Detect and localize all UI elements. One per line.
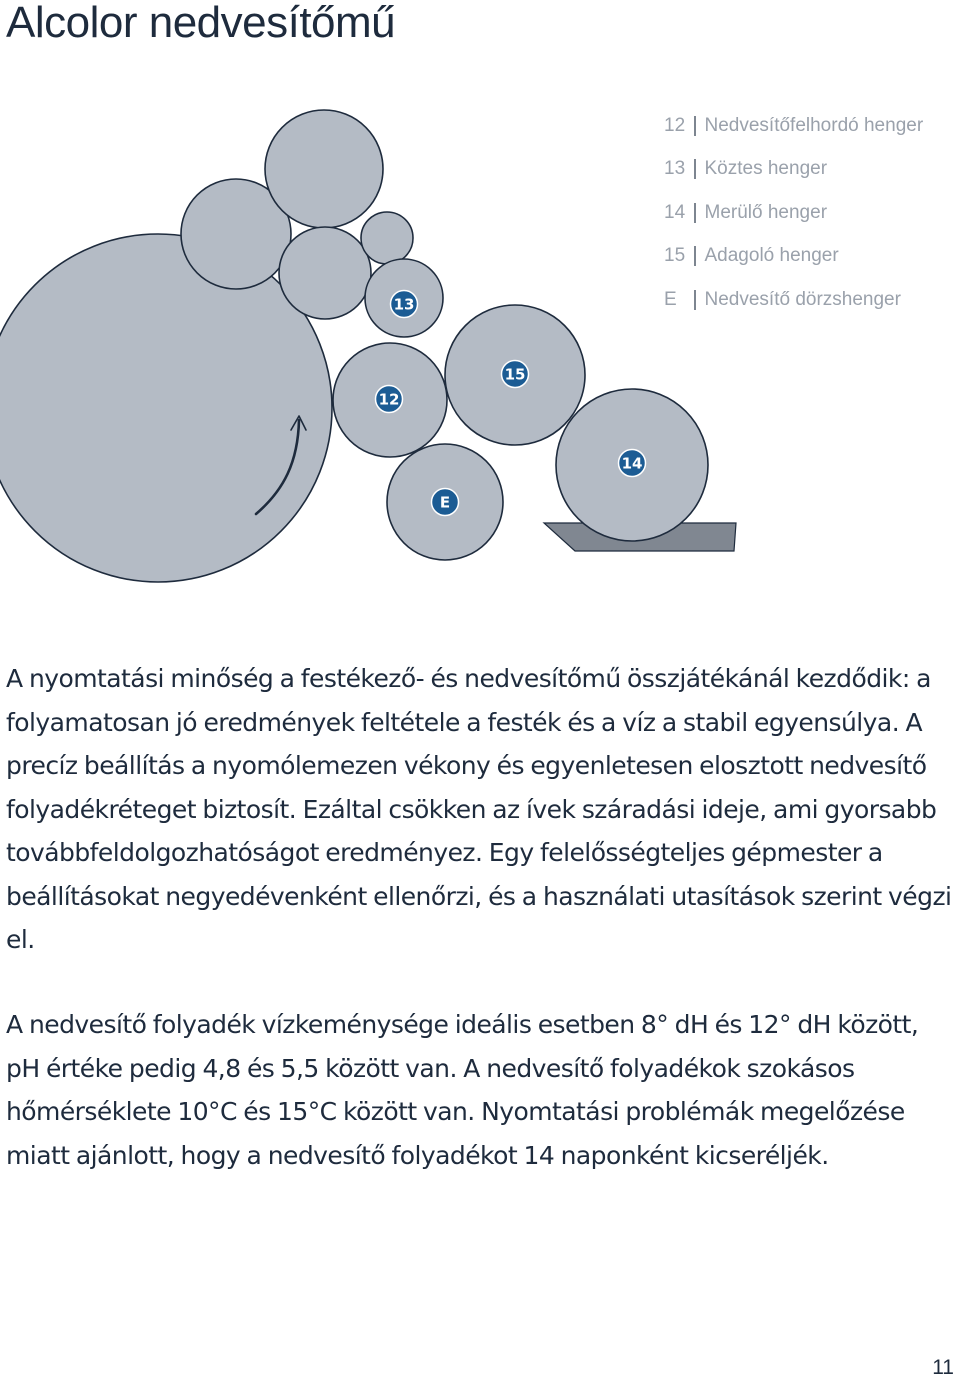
legend-number: 13 bbox=[664, 158, 686, 180]
badge-15-label: 15 bbox=[504, 365, 526, 384]
legend-number: 12 bbox=[664, 114, 686, 136]
roller-upper-middle bbox=[279, 227, 371, 319]
badge-e bbox=[432, 489, 459, 516]
badge-13 bbox=[391, 291, 418, 318]
legend-number: 15 bbox=[664, 245, 686, 267]
badge-13-label: 13 bbox=[393, 295, 415, 314]
badge-12-label: 12 bbox=[378, 390, 400, 409]
legend-label: Köztes henger bbox=[704, 158, 828, 180]
badge-e-label: E bbox=[439, 493, 451, 512]
body-paragraph-1: A nyomtatási minőség a festékező- és nedvesítőmű összjátékánál kezdődik: a folyamatosan jó eredmények feltétele a festék és a víz a stabil egyensúlya. A precíz beállítás a nyomólemezen vékony és egyenletesen elosztott nedvesítő folyadékréteget biztosít. Ezáltal csökken az ívek száradási ideje, ami gyorsabb továbbfeldolgozhatóságot eredményez. Egy felelősségteljes gépmester a beállításokat negyedévenként ellenőrzi, és a használati utasítások szerint végzi el. bbox=[6, 664, 952, 954]
legend-label: Adagoló henger bbox=[704, 245, 839, 267]
dampening-unit-diagram bbox=[0, 0, 960, 600]
legend-number: E bbox=[664, 288, 677, 310]
badge-15 bbox=[502, 361, 529, 388]
badge-14-label: 14 bbox=[621, 454, 643, 473]
legend-label: Nedvesítő dörzshenger bbox=[704, 288, 901, 310]
roller-upper-small bbox=[361, 212, 413, 264]
badge-14 bbox=[619, 450, 646, 477]
page-number: 11 bbox=[932, 1356, 954, 1379]
legend-label: Nedvesítőfelhordó henger bbox=[704, 114, 924, 136]
body-paragraph-2: A nedvesítő folyadék vízkeménysége ideális esetben 8° dH és 12° dH között, pH értéke pedig 4,8 és 5,5 között van. A nedvesítő folyadékok szokásos hőmérséklete 10°C és 15°C között van. Nyomtatási problémák megelőzése miatt ajánlott, hogy a nedvesítő folyadékot 14 naponként kicseréljék. bbox=[6, 1010, 919, 1170]
legend-number: 14 bbox=[664, 201, 686, 223]
badge-12 bbox=[376, 386, 403, 413]
legend-label: Merülő henger bbox=[704, 201, 828, 223]
page-title: Alcolor nedvesítőmű bbox=[6, 0, 396, 47]
roller-upper-large bbox=[265, 110, 383, 228]
